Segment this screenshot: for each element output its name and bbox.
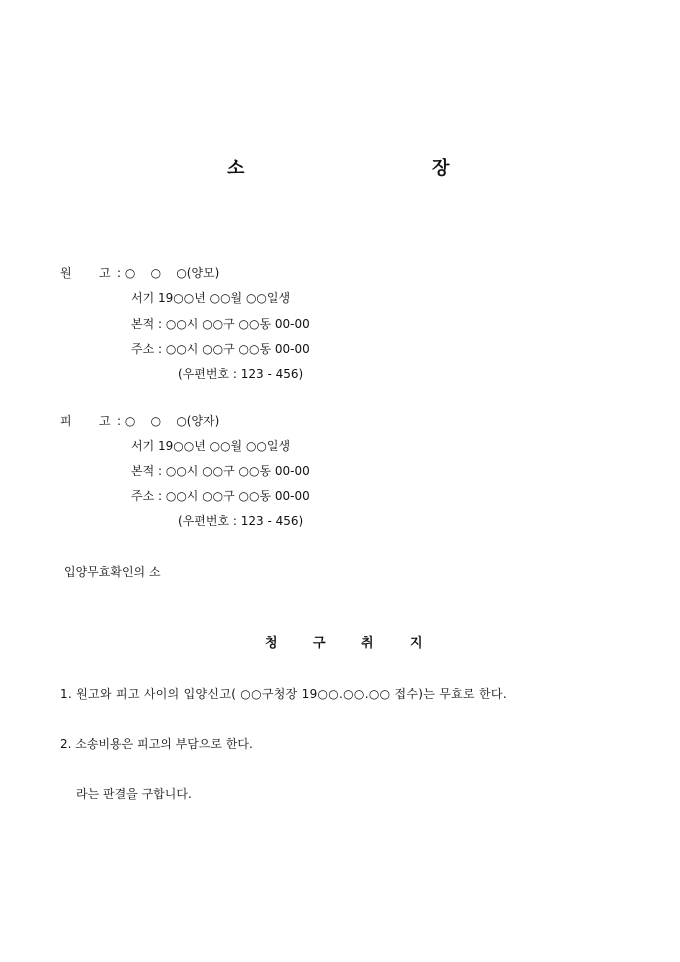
plaintiff-postal: (우편번호 : 123 - 456) (178, 367, 304, 381)
plaintiff-address: 주소 : ○○시 ○○구 ○○동 00-00 (131, 342, 310, 356)
claim-heading-char-4: 지 (410, 636, 423, 651)
defendant-role-char2: 고 (99, 414, 111, 428)
defendant-address: 주소 : ○○시 ○○구 ○○동 00-00 (131, 489, 310, 503)
defendant-birth: 서기 19○○년 ○○월 ○○일생 (131, 439, 291, 453)
title-char-so: 소 (227, 158, 245, 179)
plaintiff-role-char2: 고 (99, 266, 111, 280)
closing-sentence: 라는 판결을 구합니다. (76, 787, 192, 801)
defendant-name: : ○ ○ ○(양자) (117, 414, 220, 428)
defendant-postal: (우편번호 : 123 - 456) (178, 514, 304, 528)
claim-item-2: 2. 소송비용은 피고의 부담으로 한다. (60, 737, 253, 751)
plaintiff-birth: 서기 19○○년 ○○월 ○○일생 (131, 291, 291, 305)
plaintiff-role-char1: 원 (60, 266, 72, 280)
claim-item-1: 1. 원고와 피고 사이의 입양신고( ○○구청장 19○○.○○.○○ 접수)는 무효로 한다. (60, 687, 507, 701)
claim-heading-char-1: 청 (265, 636, 278, 651)
case-name: 입양무효확인의 소 (64, 565, 161, 579)
claim-heading-char-2: 구 (313, 636, 326, 651)
plaintiff-registry: 본적 : ○○시 ○○구 ○○동 00-00 (131, 317, 310, 331)
defendant-role-char1: 피 (60, 414, 72, 428)
defendant-registry: 본적 : ○○시 ○○구 ○○동 00-00 (131, 464, 310, 478)
plaintiff-name: : ○ ○ ○(양모) (117, 266, 220, 280)
claim-heading-char-3: 취 (361, 636, 374, 651)
title-char-jang: 장 (432, 158, 450, 179)
